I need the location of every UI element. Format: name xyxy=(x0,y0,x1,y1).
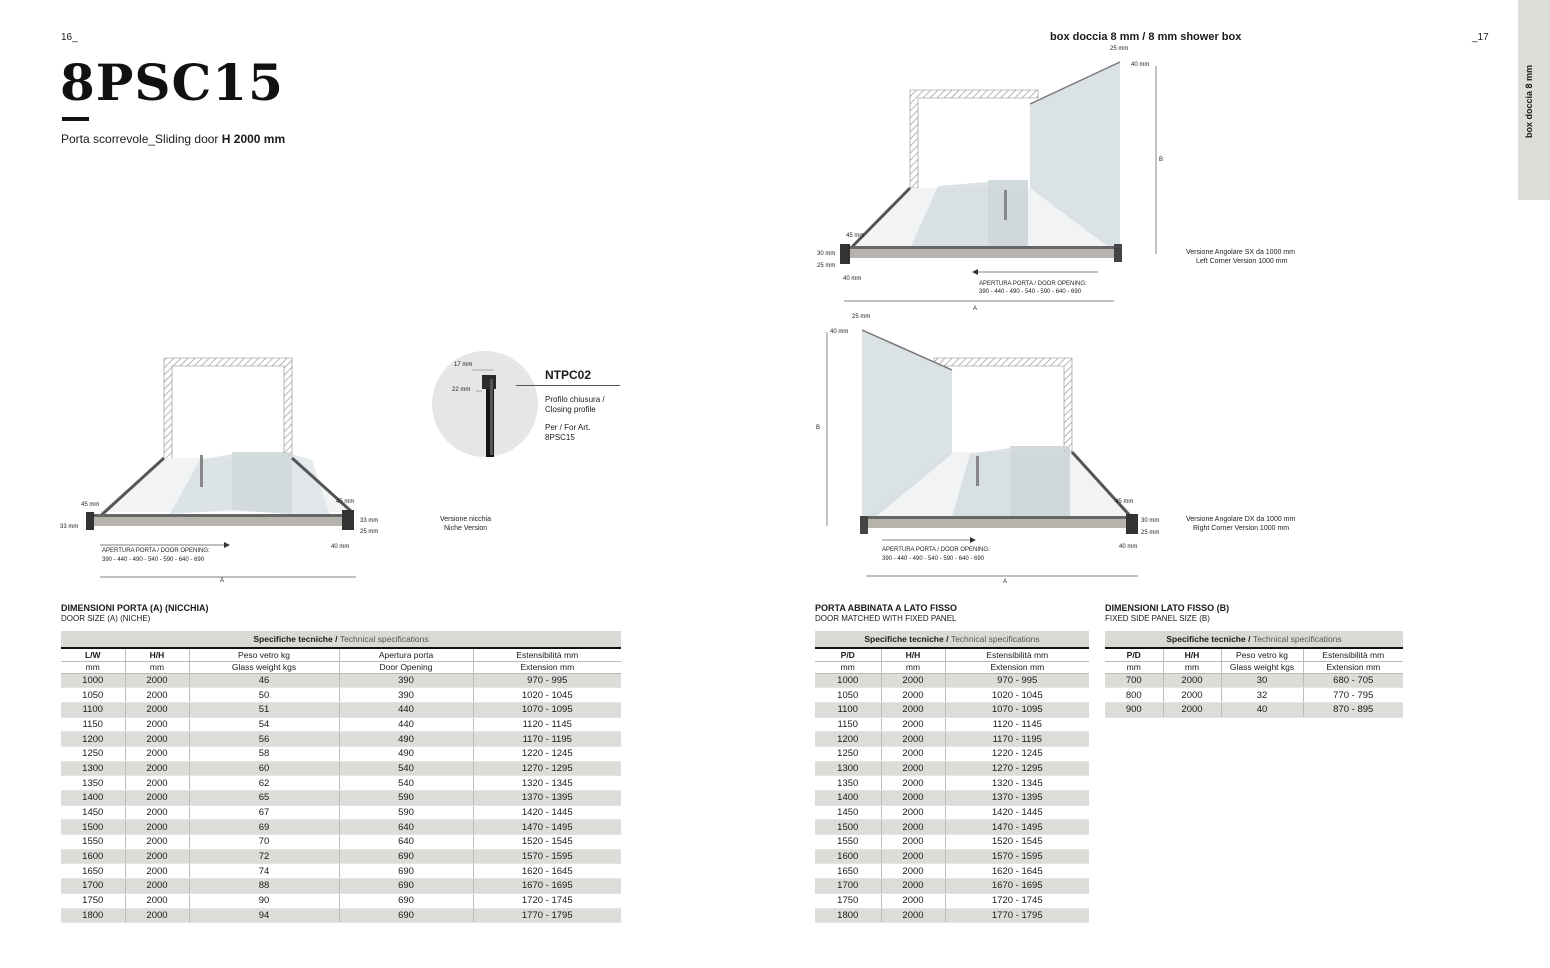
left-corner-dim-30: 30 mm xyxy=(817,251,836,257)
table-cell: 1000 xyxy=(61,673,125,688)
table-cell: 56 xyxy=(189,732,339,747)
table-cell: 690 xyxy=(339,908,473,923)
col-subheader: mm xyxy=(1105,661,1163,673)
table-cell: 1520 - 1545 xyxy=(473,835,621,850)
table-cell: 65 xyxy=(189,791,339,806)
table-row xyxy=(61,864,621,879)
table-cell: 540 xyxy=(339,761,473,776)
table-cell: 1770 - 1795 xyxy=(473,908,621,923)
table-cell: 1700 xyxy=(61,879,125,894)
left-corner-version-diagram xyxy=(838,48,1168,313)
table-cell: 1570 - 1595 xyxy=(945,849,1089,864)
table-cell: 1100 xyxy=(61,702,125,717)
table-cell: 590 xyxy=(339,791,473,806)
table-cell: 1000 xyxy=(815,673,881,688)
table-row xyxy=(1105,702,1403,717)
table-cell: 2000 xyxy=(125,717,189,732)
table-cell: 1270 - 1295 xyxy=(945,761,1089,776)
table-cell: 2000 xyxy=(881,820,945,835)
col-header: H/H xyxy=(1163,648,1221,661)
table-cell: 32 xyxy=(1221,688,1303,703)
table-cell: 690 xyxy=(339,879,473,894)
table-cell: 1550 xyxy=(61,835,125,850)
niche-dim-40: 40 mm xyxy=(331,544,350,550)
table-row xyxy=(815,791,1089,806)
col-subheader: Door Opening xyxy=(339,661,473,673)
table-cell: 690 xyxy=(339,893,473,908)
table-cell: 2000 xyxy=(881,879,945,894)
col-header: Apertura porta xyxy=(339,648,473,661)
profile-description: Profilo chiusura / Closing profile Per / For Art. 8PSC15 xyxy=(545,395,605,443)
table-cell: 1150 xyxy=(815,717,881,732)
table-cell: 1220 - 1245 xyxy=(473,746,621,761)
table-cell: 2000 xyxy=(125,761,189,776)
table-cell: 70 xyxy=(189,835,339,850)
table-cell: 1300 xyxy=(815,761,881,776)
table-row xyxy=(61,879,621,894)
profile-divider xyxy=(516,385,620,386)
table-cell: 1250 xyxy=(61,746,125,761)
table-cell: 50 xyxy=(189,688,339,703)
page-number-right: _17 xyxy=(1472,32,1489,43)
table-cell: 1400 xyxy=(61,791,125,806)
table-cell: 1150 xyxy=(61,717,125,732)
table-cell: 1100 xyxy=(815,702,881,717)
table-row xyxy=(815,805,1089,820)
niche-dim-45-right: 45 mm xyxy=(336,499,355,505)
table-cell: 390 xyxy=(339,673,473,688)
table-cell: 2000 xyxy=(125,688,189,703)
table-cell: 1650 xyxy=(61,864,125,879)
table-cell: 1270 - 1295 xyxy=(473,761,621,776)
table-row xyxy=(815,761,1089,776)
left-corner-dim-25: 25 mm xyxy=(1110,46,1129,52)
table-row xyxy=(815,746,1089,761)
col-subheader: Extension mm xyxy=(473,661,621,673)
table-cell: 1050 xyxy=(61,688,125,703)
table-cell: 1700 xyxy=(815,879,881,894)
col-subheader: mm xyxy=(881,661,945,673)
table-cell: 1470 - 1495 xyxy=(945,820,1089,835)
section-header: box doccia 8 mm / 8 mm shower box xyxy=(1050,31,1242,43)
right-corner-opening-line2: 390 - 440 - 490 - 540 - 590 - 640 - 690 xyxy=(882,556,985,562)
right-corner-dim-40-top: 40 mm xyxy=(830,329,849,335)
table-caption: Specifiche tecniche / Technical specifications xyxy=(1105,631,1403,648)
product-subtitle: Porta scorrevole_Sliding door H 2000 mm xyxy=(61,132,286,146)
col-header: H/H xyxy=(125,648,189,661)
table-row xyxy=(61,776,621,791)
table-cell: 2000 xyxy=(881,761,945,776)
col-subheader: Extension mm xyxy=(1303,661,1403,673)
table-row xyxy=(61,746,621,761)
right-corner-dim-30: 30 mm xyxy=(1141,518,1160,524)
table-cell: 1650 xyxy=(815,864,881,879)
right-corner-a-label: A xyxy=(1003,579,1008,585)
col-subheader: mm xyxy=(125,661,189,673)
table-cell: 2000 xyxy=(125,673,189,688)
niche-dim-25: 25 mm xyxy=(360,529,379,535)
table3-heading: DIMENSIONI LATO FISSO (B) FIXED SIDE PANEL SIZE (B) xyxy=(1105,603,1230,623)
table-row xyxy=(815,702,1089,717)
right-corner-version-diagram xyxy=(820,320,1170,585)
table1-heading: DIMENSIONI PORTA (A) (NICCHIA) DOOR SIZE (A) (NICHE) xyxy=(61,603,209,623)
left-corner-b-label: B xyxy=(1159,157,1164,163)
table-cell: 1500 xyxy=(815,820,881,835)
table-cell: 67 xyxy=(189,805,339,820)
table-cell: 440 xyxy=(339,702,473,717)
table-row xyxy=(61,688,621,703)
right-corner-version-line1: Versione Angolare DX da 1000 mm xyxy=(1186,516,1296,523)
table-cell: 62 xyxy=(189,776,339,791)
table-cell: 1750 xyxy=(61,893,125,908)
niche-version-line2: Niche Version xyxy=(444,525,488,532)
right-corner-version-line2: Right Corner Version 1000 mm xyxy=(1193,525,1290,532)
product-title: 8PSC15 xyxy=(60,53,284,112)
table-cell: 2000 xyxy=(881,864,945,879)
table-cell: 1350 xyxy=(815,776,881,791)
right-corner-b-label: B xyxy=(816,425,821,431)
table-cell: 1320 - 1345 xyxy=(473,776,621,791)
col-header: Estensibilità mm xyxy=(1303,648,1403,661)
table-cell: 2000 xyxy=(881,702,945,717)
table-cell: 2000 xyxy=(125,879,189,894)
table-cell: 2000 xyxy=(125,893,189,908)
table-cell: 1420 - 1445 xyxy=(473,805,621,820)
table-cell: 1670 - 1695 xyxy=(473,879,621,894)
table-cell: 440 xyxy=(339,717,473,732)
table-cell: 2000 xyxy=(1163,688,1221,703)
niche-dim-33-right: 33 mm xyxy=(360,518,379,524)
table-cell: 90 xyxy=(189,893,339,908)
col-header: Estensibilità mm xyxy=(945,648,1089,661)
table-cell: 2000 xyxy=(125,908,189,923)
col-subheader: Glass weight kgs xyxy=(189,661,339,673)
table-cell: 1770 - 1795 xyxy=(945,908,1089,923)
table-row xyxy=(61,849,621,864)
table-row xyxy=(1105,688,1403,703)
table-cell: 1070 - 1095 xyxy=(473,702,621,717)
table-cell: 1470 - 1495 xyxy=(473,820,621,835)
table-cell: 1450 xyxy=(61,805,125,820)
table-row xyxy=(61,908,621,923)
table-cell: 770 - 795 xyxy=(1303,688,1403,703)
table-cell: 640 xyxy=(339,835,473,850)
table-cell: 1550 xyxy=(815,835,881,850)
table-cell: 1500 xyxy=(61,820,125,835)
table-row xyxy=(815,908,1089,923)
table-cell: 2000 xyxy=(125,820,189,835)
table-cell: 2000 xyxy=(125,805,189,820)
table-cell: 1350 xyxy=(61,776,125,791)
table-row xyxy=(815,849,1089,864)
niche-a-label: A xyxy=(220,578,225,584)
table-cell: 1620 - 1645 xyxy=(473,864,621,879)
table-cell: 2000 xyxy=(881,688,945,703)
table-caption: Specifiche tecniche / Technical specifications xyxy=(61,631,621,648)
table-row xyxy=(815,717,1089,732)
table-cell: 540 xyxy=(339,776,473,791)
table-cell: 2000 xyxy=(881,908,945,923)
table-row xyxy=(61,893,621,908)
table-row xyxy=(61,673,621,688)
table-cell: 2000 xyxy=(881,893,945,908)
table-cell: 69 xyxy=(189,820,339,835)
niche-opening-line2: 390 - 440 - 490 - 540 - 590 - 640 - 690 xyxy=(102,557,205,563)
table-cell: 700 xyxy=(1105,673,1163,688)
table-cell: 2000 xyxy=(125,776,189,791)
table-cell: 390 xyxy=(339,688,473,703)
table-row xyxy=(815,820,1089,835)
table-row xyxy=(815,688,1089,703)
fixed-side-panel-table xyxy=(1105,631,1403,718)
table-row xyxy=(61,702,621,717)
table-cell: 680 - 705 xyxy=(1303,673,1403,688)
left-corner-opening-line2: 390 - 440 - 490 - 540 - 590 - 640 - 690 xyxy=(979,289,1082,295)
table-cell: 1370 - 1395 xyxy=(945,791,1089,806)
col-header: L/W xyxy=(61,648,125,661)
table-cell: 1720 - 1745 xyxy=(945,893,1089,908)
table-cell: 1720 - 1745 xyxy=(473,893,621,908)
right-corner-dim-40: 40 mm xyxy=(1119,544,1138,550)
table-cell: 2000 xyxy=(881,805,945,820)
title-underline xyxy=(62,117,89,121)
col-header: Peso vetro kg xyxy=(189,648,339,661)
table-cell: 30 xyxy=(1221,673,1303,688)
table-cell: 1750 xyxy=(815,893,881,908)
col-subheader: mm xyxy=(61,661,125,673)
left-corner-version-line1: Versione Angolare SX da 1000 mm xyxy=(1186,249,1295,256)
table-cell: 1070 - 1095 xyxy=(945,702,1089,717)
page-number-left: 16_ xyxy=(61,32,78,43)
niche-opening-line1: APERTURA PORTA / DOOR OPENING: xyxy=(102,548,210,554)
table-cell: 2000 xyxy=(125,702,189,717)
left-corner-dim-40: 40 mm xyxy=(843,276,862,282)
table-cell: 1120 - 1145 xyxy=(473,717,621,732)
profile-dim-22: 22 mm xyxy=(452,387,471,393)
table-cell: 1600 xyxy=(61,849,125,864)
table-cell: 2000 xyxy=(881,746,945,761)
niche-dim-33-left: 33 mm xyxy=(60,524,79,530)
table-row xyxy=(815,732,1089,747)
table-cell: 58 xyxy=(189,746,339,761)
niche-dim-45: 45 mm xyxy=(81,502,100,508)
left-corner-dim-45: 45 mm xyxy=(846,233,865,239)
side-tab-label: box doccia 8 mm xyxy=(1524,64,1534,138)
table-row xyxy=(61,791,621,806)
table-cell: 2000 xyxy=(881,732,945,747)
table-cell: 1320 - 1345 xyxy=(945,776,1089,791)
left-corner-opening-line1: APERTURA PORTA / DOOR OPENING: xyxy=(979,281,1087,287)
table-row xyxy=(815,893,1089,908)
left-corner-dim-40-top: 40 mm xyxy=(1131,62,1150,68)
table-cell: 690 xyxy=(339,864,473,879)
table-cell: 1170 - 1195 xyxy=(945,732,1089,747)
table-row xyxy=(815,776,1089,791)
table-cell: 1220 - 1245 xyxy=(945,746,1089,761)
table-cell: 88 xyxy=(189,879,339,894)
closing-profile-drawing xyxy=(432,351,538,457)
table-cell: 1800 xyxy=(61,908,125,923)
table-cell: 2000 xyxy=(881,717,945,732)
table-cell: 2000 xyxy=(881,849,945,864)
table-cell: 1400 xyxy=(815,791,881,806)
table-cell: 2000 xyxy=(125,864,189,879)
niche-version-line1: Versione nicchia xyxy=(440,516,491,523)
table-cell: 60 xyxy=(189,761,339,776)
table-cell: 94 xyxy=(189,908,339,923)
table-cell: 970 - 995 xyxy=(473,673,621,688)
table-cell: 2000 xyxy=(881,791,945,806)
table-cell: 2000 xyxy=(1163,673,1221,688)
table-cell: 2000 xyxy=(125,732,189,747)
table-cell: 1050 xyxy=(815,688,881,703)
right-corner-dim-45: 45 mm xyxy=(1115,499,1134,505)
table-cell: 1020 - 1045 xyxy=(473,688,621,703)
table-row xyxy=(61,761,621,776)
table-row xyxy=(61,820,621,835)
col-header: Estensibilità mm xyxy=(473,648,621,661)
table-cell: 640 xyxy=(339,820,473,835)
table-row xyxy=(815,864,1089,879)
door-size-niche-table xyxy=(61,631,621,923)
table-cell: 1620 - 1645 xyxy=(945,864,1089,879)
table-cell: 1450 xyxy=(815,805,881,820)
table-cell: 2000 xyxy=(125,746,189,761)
table-row xyxy=(61,732,621,747)
table-cell: 46 xyxy=(189,673,339,688)
col-subheader: mm xyxy=(1163,661,1221,673)
col-header: Peso vetro kg xyxy=(1221,648,1303,661)
table-cell: 2000 xyxy=(881,835,945,850)
table-cell: 2000 xyxy=(1163,702,1221,717)
table-cell: 2000 xyxy=(125,791,189,806)
right-corner-dim-25b: 25 mm xyxy=(1141,530,1160,536)
table-cell: 40 xyxy=(1221,702,1303,717)
table-cell: 800 xyxy=(1105,688,1163,703)
table-cell: 1420 - 1445 xyxy=(945,805,1089,820)
table-cell: 54 xyxy=(189,717,339,732)
table-cell: 1370 - 1395 xyxy=(473,791,621,806)
profile-dim-17: 17 mm xyxy=(454,362,473,368)
right-corner-opening-line1: APERTURA PORTA / DOOR OPENING: xyxy=(882,547,990,553)
left-corner-version-line2: Left Corner Version 1000 mm xyxy=(1196,258,1288,265)
left-corner-a-label: A xyxy=(973,306,978,312)
table-cell: 74 xyxy=(189,864,339,879)
table-cell: 1200 xyxy=(815,732,881,747)
table-cell: 1120 - 1145 xyxy=(945,717,1089,732)
table-cell: 72 xyxy=(189,849,339,864)
col-subheader: Glass weight kgs xyxy=(1221,661,1303,673)
table-cell: 51 xyxy=(189,702,339,717)
table-cell: 1520 - 1545 xyxy=(945,835,1089,850)
table-cell: 900 xyxy=(1105,702,1163,717)
side-tab[interactable] xyxy=(1518,0,1550,200)
table-cell: 2000 xyxy=(125,849,189,864)
table-row xyxy=(815,673,1089,688)
table-cell: 1570 - 1595 xyxy=(473,849,621,864)
table-cell: 590 xyxy=(339,805,473,820)
table-cell: 1250 xyxy=(815,746,881,761)
table-caption: Specifiche tecniche / Technical specifications xyxy=(815,631,1089,648)
col-header: P/D xyxy=(1105,648,1163,661)
left-corner-dim-25b: 25 mm xyxy=(817,263,836,269)
table-cell: 1800 xyxy=(815,908,881,923)
table-cell: 870 - 895 xyxy=(1303,702,1403,717)
table2-heading: PORTA ABBINATA A LATO FISSO DOOR MATCHED WITH FIXED PANEL xyxy=(815,603,957,623)
door-fixed-panel-table xyxy=(815,631,1089,923)
table-cell: 2000 xyxy=(125,835,189,850)
table-cell: 1020 - 1045 xyxy=(945,688,1089,703)
table-row xyxy=(815,835,1089,850)
table-row xyxy=(815,879,1089,894)
right-corner-dim-25: 25 mm xyxy=(852,314,871,320)
col-subheader: mm xyxy=(815,661,881,673)
col-subheader: Extension mm xyxy=(945,661,1089,673)
table-cell: 690 xyxy=(339,849,473,864)
table-cell: 490 xyxy=(339,746,473,761)
table-cell: 1300 xyxy=(61,761,125,776)
table-row xyxy=(1105,673,1403,688)
table-cell: 1600 xyxy=(815,849,881,864)
table-row xyxy=(61,717,621,732)
table-row xyxy=(61,835,621,850)
col-header: H/H xyxy=(881,648,945,661)
table-cell: 2000 xyxy=(881,673,945,688)
table-cell: 2000 xyxy=(881,776,945,791)
profile-code: NTPC02 xyxy=(545,368,592,382)
col-header: P/D xyxy=(815,648,881,661)
table-cell: 1200 xyxy=(61,732,125,747)
table-cell: 490 xyxy=(339,732,473,747)
table-cell: 970 - 995 xyxy=(945,673,1089,688)
table-cell: 1670 - 1695 xyxy=(945,879,1089,894)
table-cell: 1170 - 1195 xyxy=(473,732,621,747)
table-row xyxy=(61,805,621,820)
